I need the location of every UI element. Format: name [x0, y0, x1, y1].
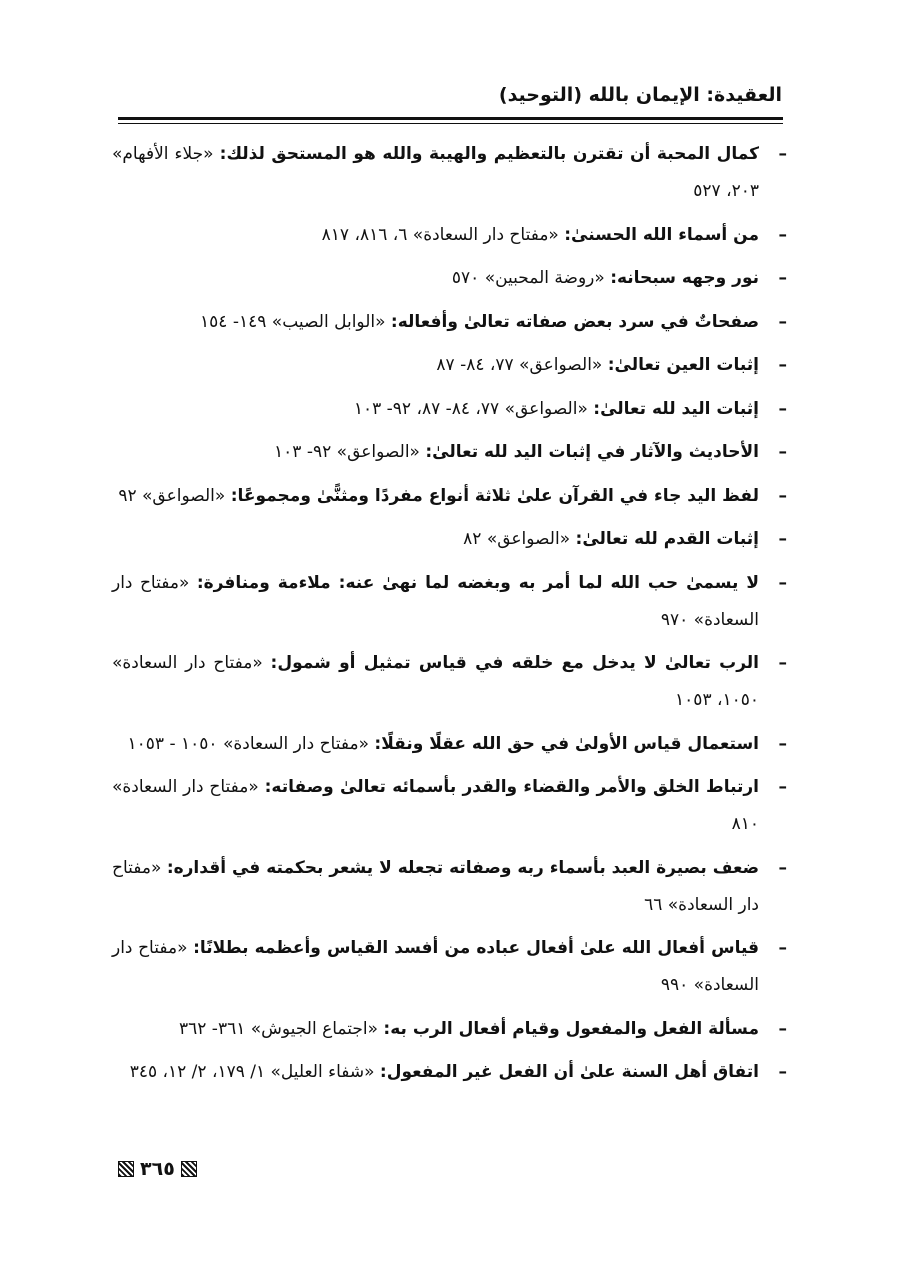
entry-topic: لفظ اليد جاء في القرآن علىٰ ثلاثة أنواع مفردًا ومثنًّىٰ ومجموعًا:	[230, 485, 759, 506]
entry-reference: «مفتاح دار السعادة» ٩٧٠	[112, 572, 759, 630]
ornament-icon	[118, 1161, 134, 1177]
entry-topic: الأحاديث والآثار في إثبات اليد لله تعالىٰ:	[425, 442, 759, 462]
entry-topic: الرب تعالىٰ لا يدخل مع خلقه في قياس تمثيل أو شمول:	[270, 653, 760, 673]
index-entry	[112, 434, 787, 471]
entry-reference: «الصواعق» ٩٢	[118, 485, 226, 506]
entry-reference: «الوابل الصيب» ١٤٩- ١٥٤	[200, 311, 386, 332]
entry-topic: إثبات اليد لله تعالىٰ:	[593, 398, 759, 419]
entry-reference: «اجتماع الجيوش» ٣٦١- ٣٦٢	[178, 1018, 379, 1039]
entry-reference: «شفاء العليل» ١/ ١٧٩، ٢/ ١٢، ٣٤٥	[129, 1062, 375, 1082]
index-entry-list	[112, 136, 787, 1098]
index-entry	[112, 565, 787, 639]
index-entry	[112, 347, 787, 384]
index-entry	[112, 1054, 787, 1091]
entry-reference: «مفتاح دار السعادة» ١٠٥٠ - ١٠٥٣	[127, 733, 369, 754]
entry-topic: ضعف بصيرة العبد بأسماء ربه وصفاته تجعله لا يشعر بحكمته في أقداره:	[166, 857, 760, 878]
entry-topic: صفحاتٌ في سرد بعض صفاته تعالىٰ وأفعاله:	[390, 311, 759, 332]
entry-topic: إثبات العين تعالىٰ:	[607, 355, 759, 375]
header-rule-thick	[118, 117, 783, 120]
entry-topic: اتفاق أهل السنة علىٰ أن الفعل غير المفعول:	[379, 1062, 759, 1082]
entry-reference: «الصواعق» ٧٧، ٨٤- ٨٧، ٩٢- ١٠٣	[353, 398, 588, 419]
entry-topic: لا يسمىٰ حب الله لما أمر به وبغضه لما نهىٰ عنه: ملاءمة ومنافرة:	[196, 572, 760, 593]
index-entry	[112, 391, 787, 428]
entry-reference: «مفتاح دار السعادة» ٨١٠	[112, 777, 759, 834]
index-entry	[112, 645, 787, 719]
entry-reference: «مفتاح دار السعادة» ٦٦	[112, 857, 759, 915]
page-folio	[118, 1158, 197, 1180]
entry-topic: استعمال قياس الأولىٰ في حق الله عقلًا ونقلًا:	[374, 733, 759, 754]
entry-reference: «مفتاح دار السعادة» ١٠٥٠، ١٠٥٣	[112, 653, 759, 710]
index-entry	[112, 726, 787, 763]
entry-reference: «جلاء الأفهام» ٢٠٣، ٥٢٧	[112, 144, 759, 201]
entry-topic: قياس أفعال الله علىٰ أفعال عباده من أفسد القياس وأعظمه بطلانًا:	[193, 938, 760, 958]
entry-reference: «مفتاح دار السعادة» ٩٩٠	[112, 938, 759, 995]
entry-reference: «الصواعق» ٩٢- ١٠٣	[274, 442, 420, 462]
entry-reference: «الصواعق» ٨٢	[463, 529, 571, 549]
entry-topic: كمال المحبة أن تقترن بالتعظيم والهيبة والله هو المستحق لذلك:	[219, 144, 760, 164]
index-entry	[112, 478, 787, 515]
entry-topic: نور وجهه سبحانه:	[610, 268, 759, 288]
entry-topic: من أسماء الله الحسنىٰ:	[564, 224, 759, 245]
index-entry	[112, 136, 787, 210]
header-rule-thin	[118, 123, 783, 124]
index-entry	[112, 521, 787, 558]
ornament-icon	[181, 1161, 197, 1177]
index-entry	[112, 850, 787, 924]
entry-reference: «روضة المحبين» ٥٧٠	[451, 268, 605, 288]
index-entry	[112, 1011, 787, 1048]
index-entry	[112, 217, 787, 254]
index-entry	[112, 304, 787, 341]
index-entry	[112, 769, 787, 843]
entry-reference: «مفتاح دار السعادة» ٦، ٨١٦، ٨١٧	[321, 224, 559, 245]
entry-reference: «الصواعق» ٧٧، ٨٤- ٨٧	[436, 355, 603, 375]
entry-topic: إثبات القدم لله تعالىٰ:	[575, 529, 759, 549]
page-number: ٣٦٥	[140, 1158, 175, 1180]
running-title: العقيدة: الإيمان بالله (التوحيد)	[498, 84, 782, 106]
entry-topic: مسألة الفعل والمفعول وقيام أفعال الرب به:	[383, 1018, 759, 1039]
index-entry	[112, 930, 787, 1004]
index-entry	[112, 260, 787, 297]
entry-topic: ارتباط الخلق والأمر والقضاء والقدر بأسمائه تعالىٰ وصفاته:	[264, 777, 760, 797]
